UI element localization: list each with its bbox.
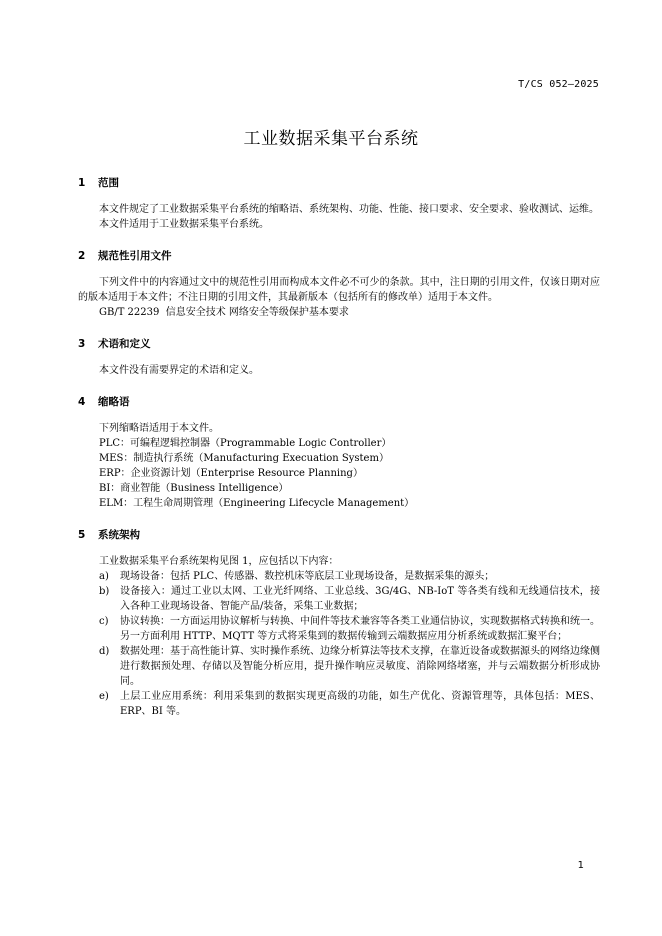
abbreviation-item: ELM：工程生命周期管理（Engineering Lifecycle Management） (99, 498, 415, 509)
section-title: 规范性引用文件 (98, 250, 172, 262)
list-item (78, 569, 600, 584)
list-marker: c) (99, 616, 109, 627)
paragraph: 本文件适用于工业数据采集平台系统。 (99, 219, 269, 230)
list-marker: d) (99, 646, 110, 657)
list-marker: b) (99, 586, 110, 597)
section-number: 2 (78, 250, 86, 262)
paragraph: 本文件规定了工业数据采集平台系统的缩略语、系统架构、功能、性能、接口要求、安全要求、验收测试、运维。 (99, 204, 599, 215)
list-text: 协议转换：一方面运用协议解析与转换、中间件等技术兼容等各类工业通信协议，实现数据格式转换和统一。另一方面利用 HTTP、MQTT 等方式将采集到的数据传输到云端数据应用分析系统或数据汇聚平台； (120, 616, 600, 642)
section-heading (78, 395, 600, 409)
section-title: 系统架构 (98, 529, 140, 541)
list-item (78, 584, 600, 614)
paragraph: 本文件没有需要界定的术语和定义。 (99, 365, 259, 376)
document-code: T/CS 052—2025 (518, 79, 599, 90)
reference-item: GB/T 22239 信息安全技术 网络安全等级保护基本要求 (99, 307, 349, 318)
section-number: 4 (78, 396, 86, 408)
page-number: 1 (577, 860, 584, 871)
list-text: 上层工业应用系统：利用采集到的数据实现更高级的功能，如生产优化、资源管理等，具体包括：MES、ERP、BI 等。 (120, 691, 600, 717)
section-heading (78, 249, 600, 263)
list-text: 设备接入：通过工业以太网、工业光纤网络、工业总线、3G/4G、NB-IoT 等各类有线和无线通信技术，接入各种工业现场设备、智能产品/装备，采集工业数据； (120, 586, 600, 612)
section-abbreviations (78, 395, 600, 511)
document-title: 工业数据采集平台系统 (243, 129, 419, 149)
section-title: 术语和定义 (98, 338, 151, 350)
paragraph: 工业数据采集平台系统架构见图 1，应包括以下内容： (99, 556, 339, 567)
paragraph: 下列缩略语适用于本文件。 (99, 423, 219, 434)
list-marker: e) (99, 691, 109, 702)
list-text: 现场设备：包括 PLC、传感器、数控机床等底层工业现场设备，是数据采集的源头； (120, 571, 495, 582)
section-system-architecture (78, 528, 600, 719)
list-item (78, 689, 600, 719)
section-scope (78, 176, 600, 232)
section-number: 3 (78, 338, 86, 350)
section-heading (78, 337, 600, 351)
section-number: 1 (78, 177, 86, 189)
abbreviation-item: ERP：企业资源计划（Enterprise Resource Planning） (99, 468, 363, 479)
section-number: 5 (78, 529, 86, 541)
list-item (78, 644, 600, 689)
section-terms (78, 337, 600, 378)
list-item (78, 614, 600, 644)
list-text: 数据处理：基于高性能计算、实时操作系统、边缘分析算法等技术支撑，在靠近设备或数据源头的网络边缘侧进行数据预处理、存储以及智能分析应用，提升操作响应灵敏度、消除网络堵塞，并与云端数据分析形成协同。 (120, 646, 600, 687)
section-title: 范围 (98, 177, 119, 189)
abbreviation-item: MES：制造执行系统（Manufacturing Execuation System） (99, 453, 389, 464)
abbreviation-item: PLC：可编程逻辑控制器（Programmable Logic Controller） (99, 438, 392, 449)
paragraph: 下列文件中的内容通过文中的规范性引用而构成本文件必不可少的条款。其中，注日期的引用文件，仅该日期对应的版本适用于本文件；不注日期的引用文件，其最新版本（包括所有的修改单）适用于本文件。 (78, 277, 600, 303)
list-marker: a) (99, 571, 109, 582)
section-normative-references (78, 249, 600, 320)
section-heading (78, 176, 600, 190)
document-body (78, 176, 600, 736)
section-title: 缩略语 (98, 396, 130, 408)
section-heading (78, 528, 600, 542)
abbreviation-item: BI：商业智能（Business Intelligence） (99, 483, 289, 494)
